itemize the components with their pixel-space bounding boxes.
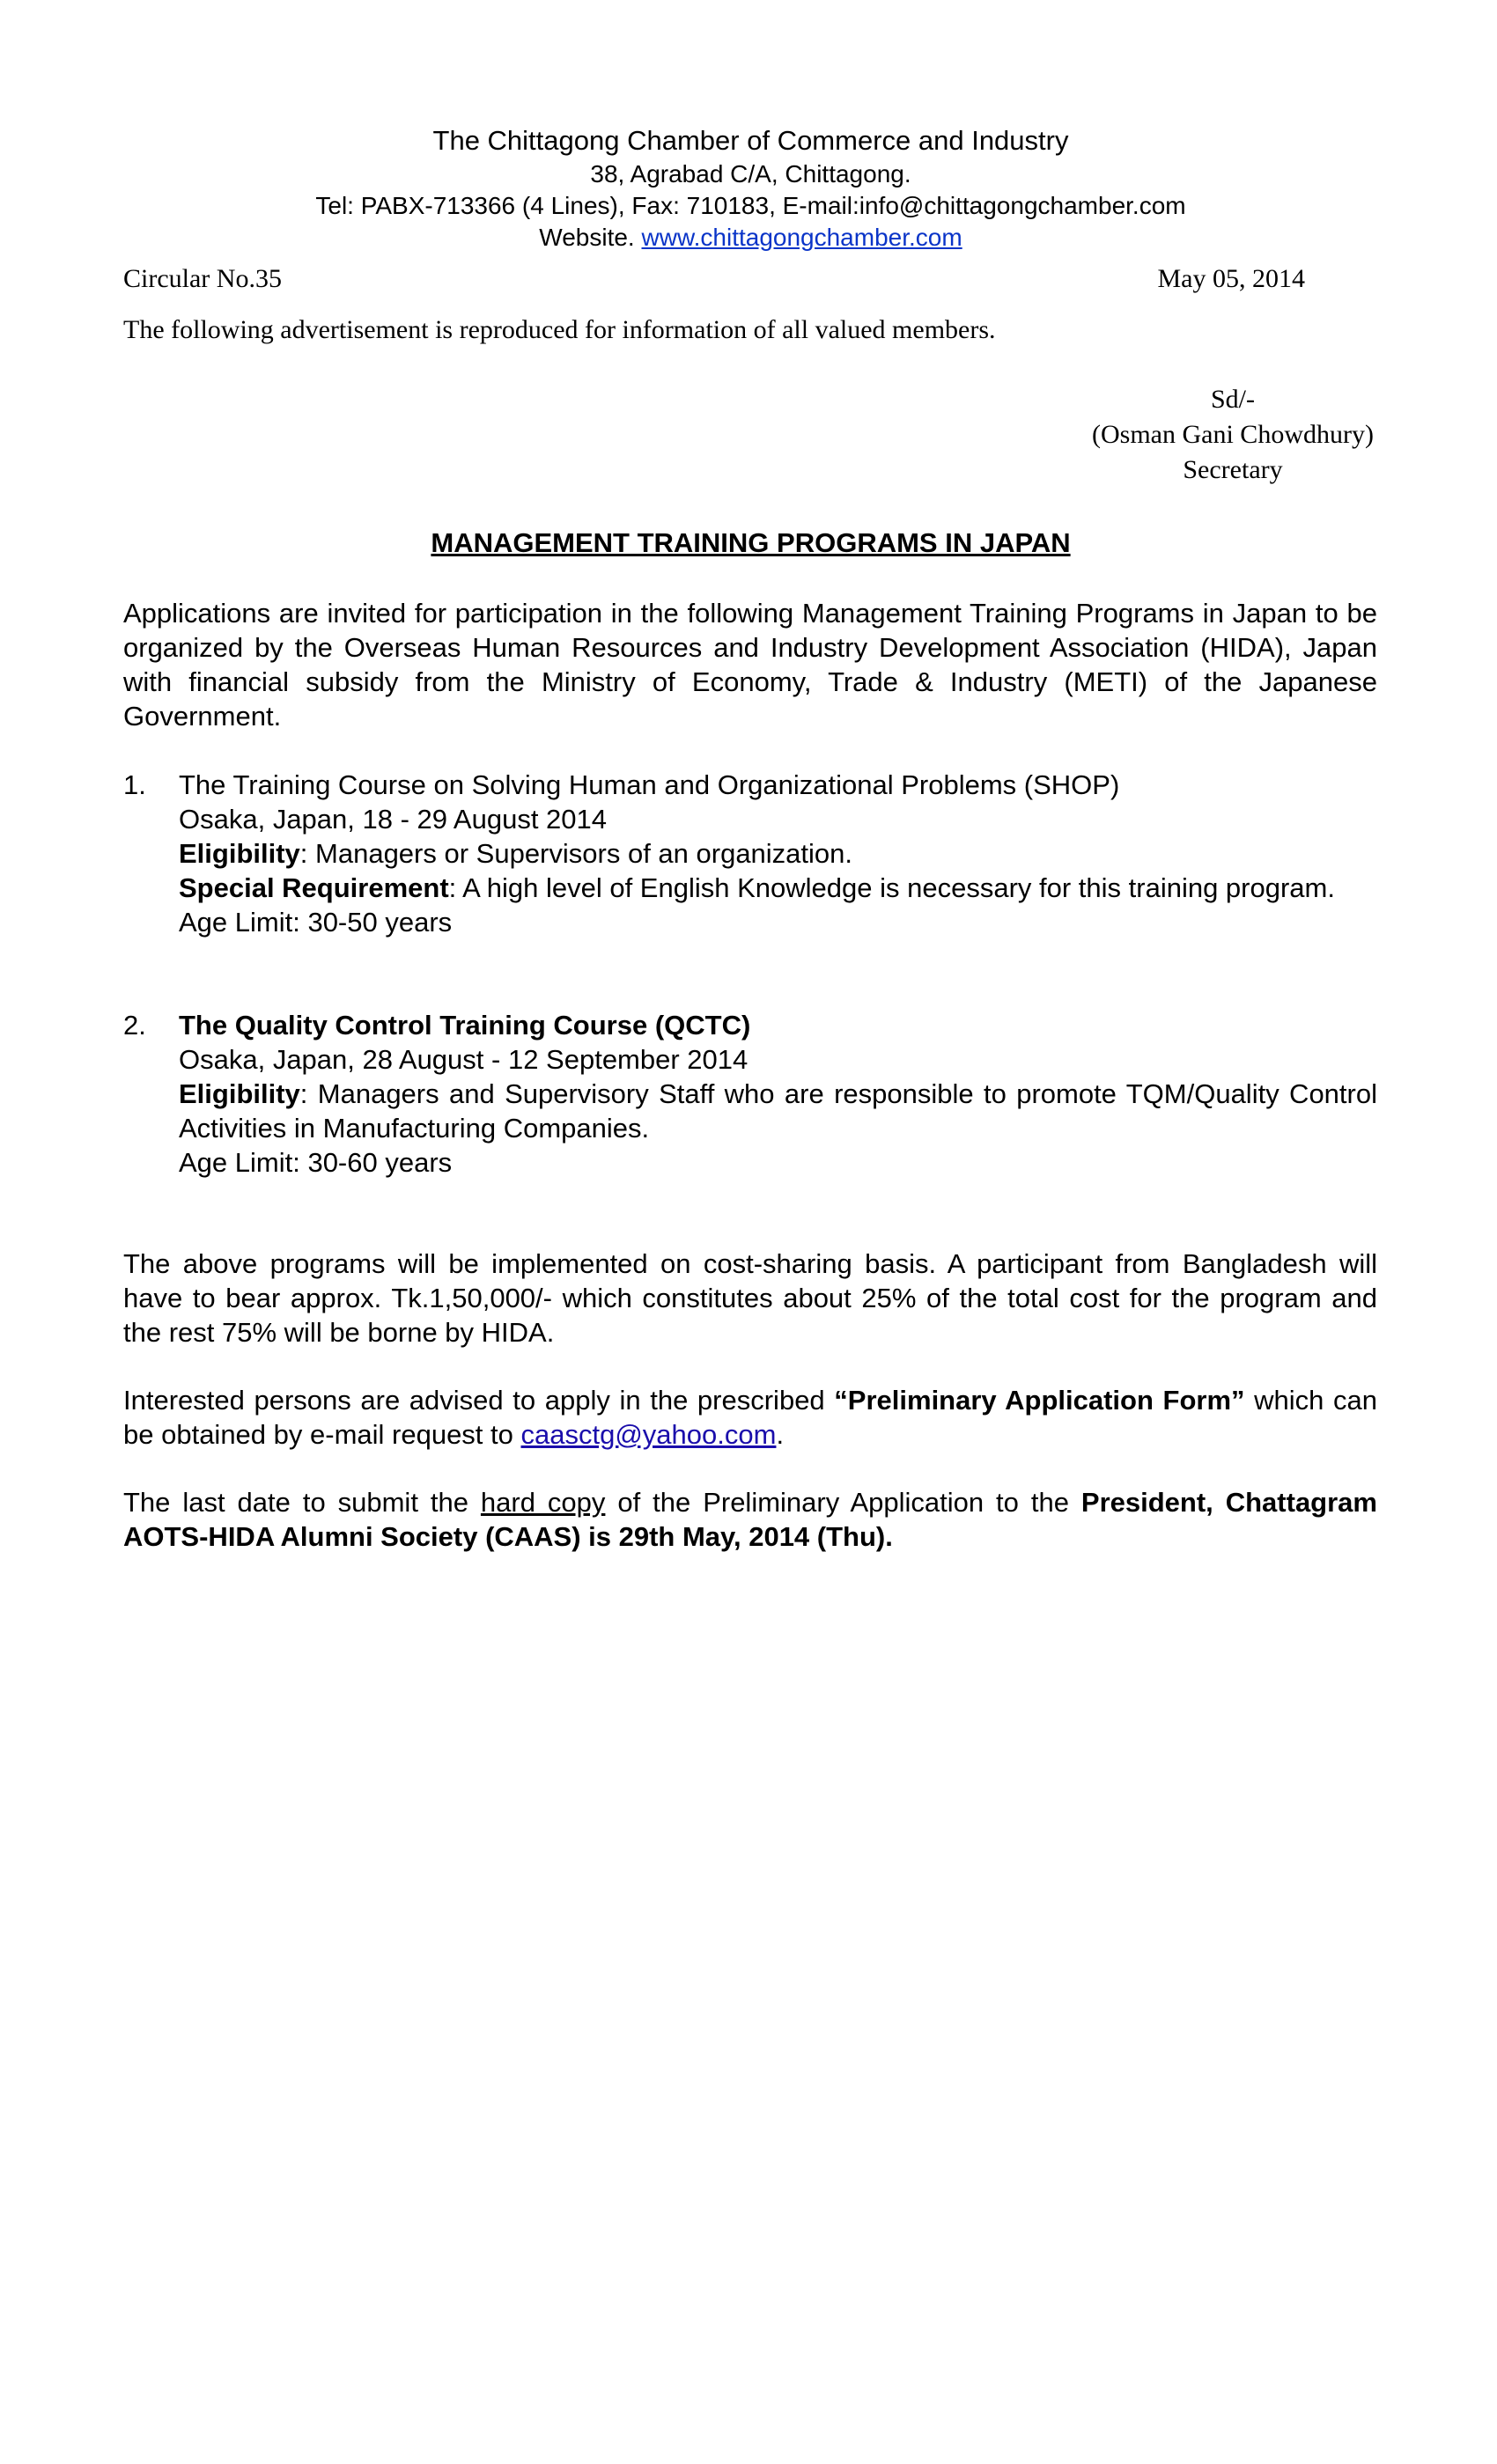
website-line <box>123 222 1378 254</box>
signature-block <box>1039 382 1427 488</box>
last-date-text-before: The last date to submit the <box>123 1487 481 1518</box>
circular-date: May 05, 2014 <box>1157 264 1305 293</box>
program-number: 1. <box>123 769 146 800</box>
eligibility-text: : Managers or Supervisors of an organization. <box>299 838 853 869</box>
program-location-dates: Osaka, Japan, 28 August - 12 September 2014 <box>179 1044 748 1075</box>
program-location-dates: Osaka, Japan, 18 - 29 August 2014 <box>179 804 608 835</box>
special-requirement-text: : A high level of English Knowledge is necessary for this training program. <box>448 872 1335 903</box>
deadline-text: President, Chattagram AOTS-HIDA Alumni Society (CAAS) is 29th May, 2014 (Thu). <box>123 1487 1377 1552</box>
apply-text-middle: which can be obtained by e-mail request to <box>123 1385 1378 1450</box>
circular-intro: The following advertisement is reproduced for information of all valued members. <box>123 315 996 344</box>
apply-text-before: Interested persons are advised to apply in the prescribed <box>123 1385 835 1416</box>
last-date-text-middle: of the Preliminary Application to the <box>605 1487 1081 1518</box>
email-link[interactable]: caasctg@yahoo.com <box>520 1419 777 1450</box>
program-eligibility <box>179 836 1377 871</box>
circular-header-row <box>123 262 1305 296</box>
signature-sd: Sd/- <box>1210 385 1255 414</box>
signatory-name: (Osman Gani Chowdhury) <box>1092 420 1374 449</box>
eligibility-label: Eligibility <box>179 1078 300 1109</box>
cost-paragraph: The above programs will be implemented on cost-sharing basis. A participant from Bangladesh will have to bear approx. Tk.1,50,000/- which constitutes about 25% of the total cost for the program and the rest 75% will be borne by HIDA. <box>123 1248 1377 1348</box>
organization-contact: Tel: PABX-713366 (4 Lines), Fax: 710183, E-mail:info@chittagongchamber.com <box>315 192 1186 219</box>
apply-text-after: . <box>776 1419 785 1450</box>
program-item <box>123 768 1377 939</box>
program-special-requirement <box>179 871 1377 905</box>
program-title: The Training Course on Solving Human and Organizational Problems (SHOP) <box>179 769 1120 800</box>
program-item <box>123 1008 1377 1180</box>
eligibility-text: : Managers and Supervisory Staff who are responsible to promote TQM/Quality Control Activities in Manufacturing Companies. <box>179 1078 1377 1144</box>
hard-copy-text: hard copy <box>480 1487 606 1518</box>
eligibility-label: Eligibility <box>179 838 300 869</box>
program-number: 2. <box>123 1010 146 1041</box>
program-age-limit: Age Limit: 30-50 years <box>179 907 453 938</box>
program-age-limit: Age Limit: 30-60 years <box>179 1147 453 1178</box>
circular-number: Circular No.35 <box>123 264 282 293</box>
document-heading: MANAGEMENT TRAINING PROGRAMS IN JAPAN <box>431 527 1071 558</box>
letterhead <box>123 123 1378 254</box>
apply-paragraph <box>123 1383 1377 1452</box>
application-form-name: “Preliminary Application Form” <box>834 1385 1245 1416</box>
organization-address: 38, Agrabad C/A, Chittagong. <box>590 160 911 188</box>
website-link[interactable]: www.chittagongchamber.com <box>641 224 962 251</box>
last-date-paragraph <box>123 1485 1377 1554</box>
special-requirement-label: Special Requirement <box>179 872 449 903</box>
signatory-title: Secretary <box>1183 455 1283 484</box>
program-title: The Quality Control Training Course (QCTC) <box>179 1010 751 1041</box>
organization-name: The Chittagong Chamber of Commerce and Industry <box>432 125 1069 156</box>
program-eligibility <box>179 1077 1377 1145</box>
website-label: Website. <box>539 224 642 251</box>
intro-paragraph: Applications are invited for participation in the following Management Training Programs in Japan to be organized by the Overseas Human Resources and Industry Development Association (HIDA), Japan with financial subsidy from the Ministry of Economy, Trade & Industry (METI) of the Japanese Government. <box>123 598 1377 732</box>
